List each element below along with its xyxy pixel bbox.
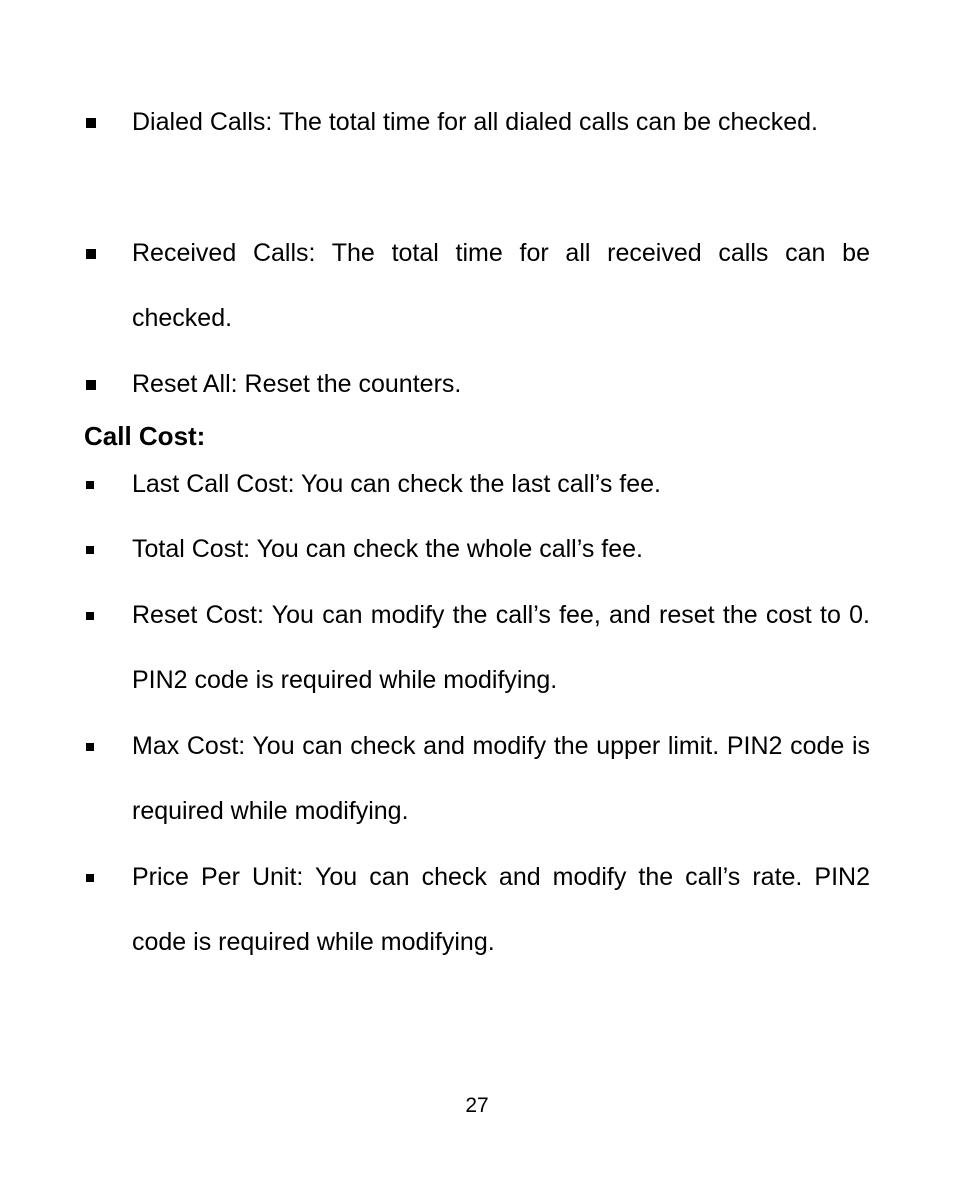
- list-item-text: Dialed Calls: The total time for all dialed calls can be checked.: [132, 108, 818, 136]
- square-bullet-icon: [86, 612, 94, 620]
- list-item-text: Received Calls: The total time for all received calls can be checked.: [132, 239, 870, 332]
- list-item-text: Max Cost: You can check and modify the upper limit. PIN2 code is required while modifying.: [132, 732, 870, 825]
- square-bullet-icon: [86, 481, 94, 489]
- square-bullet-icon: [86, 546, 94, 554]
- list-item-text: Reset Cost: You can modify the call’s fee, and reset the cost to 0. PIN2 code is required while modifying.: [132, 601, 870, 694]
- square-bullet-icon: [86, 380, 96, 390]
- list-item-text: Price Per Unit: You can check and modify the call’s rate. PIN2 code is required while modifying.: [132, 863, 870, 956]
- square-bullet-icon: [86, 743, 94, 751]
- square-bullet-icon: [86, 874, 94, 882]
- list-item-text: Total Cost: You can check the whole call’s fee.: [132, 535, 643, 563]
- square-bullet-icon: [86, 118, 96, 128]
- list-item-text: Reset All: Reset the counters.: [132, 370, 462, 398]
- page-number: 27: [465, 1094, 489, 1117]
- square-bullet-icon: [86, 249, 96, 259]
- list-item-text: Last Call Cost: You can check the last call’s fee.: [132, 470, 662, 498]
- section-heading-call-cost: Call Cost:: [84, 421, 206, 451]
